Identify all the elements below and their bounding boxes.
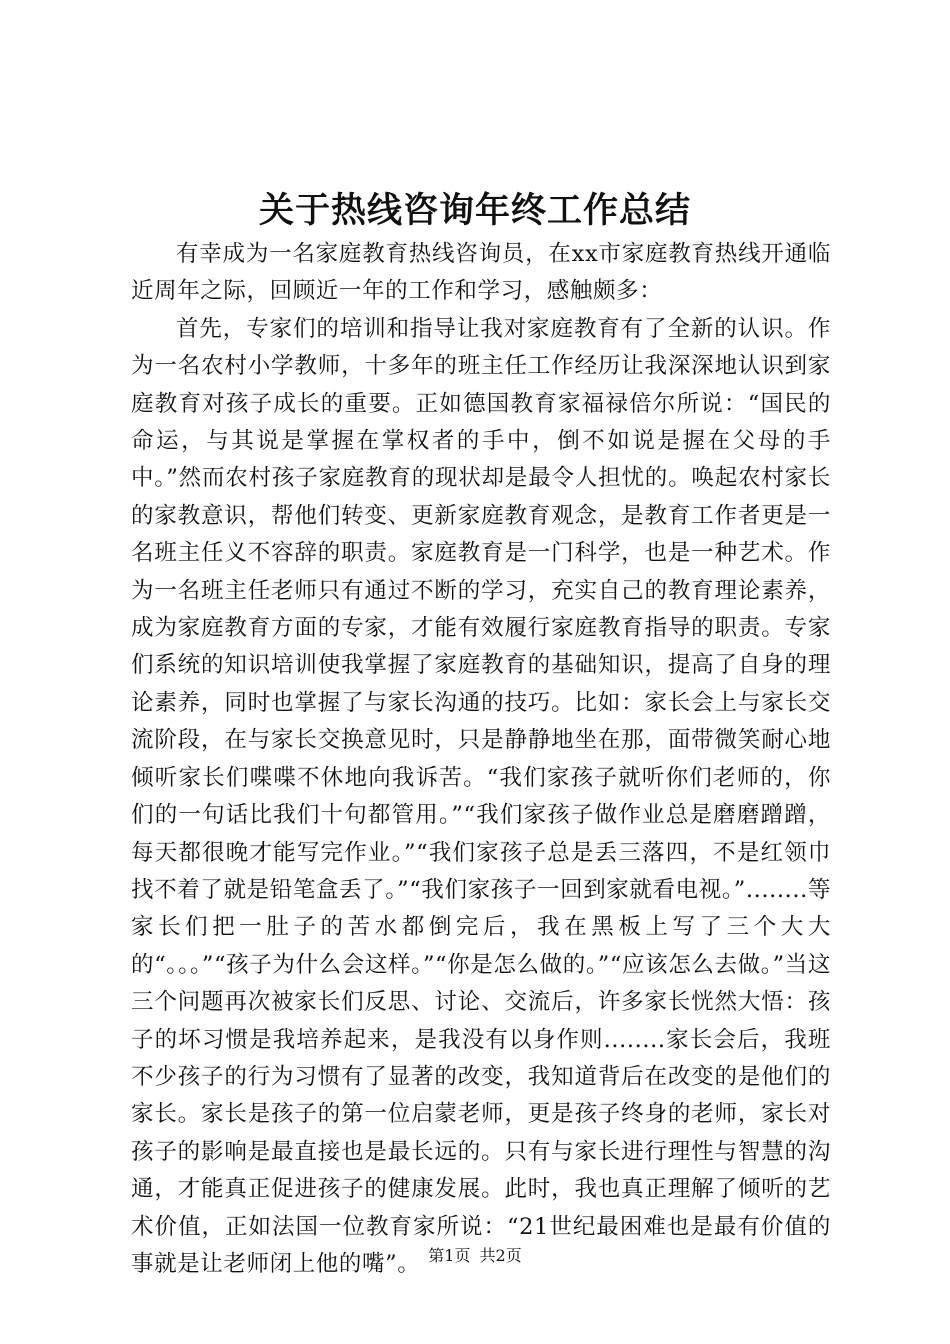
page-footer [0, 1244, 950, 1268]
page-number: 第1页 [428, 1246, 471, 1265]
page-total: 共2页 [479, 1246, 522, 1265]
paragraph-main: 首先，专家们的培训和指导让我对家庭教育有了全新的认识。作为一名农村小学教师，十多年的班主任工作经历让我深深地认识到家庭教育对孩子成长的重要。正如德国教育家福禄倍尔所说：“国民的命运，与其说是掌握在掌权者的手中，倒不如说是握在父母的手中。”然而农村孩子家庭教育的现状却是最令人担忧的。唤起农村家长的家教意识，帮他们转变、更新家庭教育观念，是教育工作者更是一名班主任义不容辞的职责。家庭教育是一门科学，也是一种艺术。作为一名班主任老师只有通过不断的学习，充实自己的教育理论素养，成为家庭教育方面的专家，才能有效履行家庭教育指导的职责。专家们系统的知识培训使我掌握了家庭教育的基础知识，提高了自身的理论素养，同时也掌握了与家长沟通的技巧。比如：家长会上与家长交流阶段，在与家长交换意见时，只是静静地坐在那，面带微笑耐心地倾听家长们喋喋不休地向我诉苦。“我们家孩子就听你们老师的，你们的一句话比我们十句都管用。”“我们家孩子做作业总是磨磨蹭蹭，每天都很晚才能写完作业。”“我们家孩子总是丢三落四，不是红领巾找不着了就是铅笔盒丢了。”“我们家孩子一回到家就看电视。”........等家长们把一肚子的苦水都倒完后，我在黑板上写了三个大大的“。。。”“孩子为什么会这样。”“你是怎么做的。”“应该怎么去做。”当这三个问题再次被家长们反思、讨论、交流后，许多家长恍然大悟：孩子的坏习惯是我培养起来，是我没有以身作则........家长会后，我班不少孩子的行为习惯有了显著的改变，我知道背后在改变的是他们的家长。家长是孩子的第一位启蒙老师，更是孩子终身的老师，家长对孩子的影响是最直接也是最长远的。只有与家长进行理性与智慧的沟通，才能真正促进孩子的健康发展。此时，我也真正理解了倾听的艺术价值，正如法国一位教育家所说：“21世纪最困难也是最有价值的事就是让老师闭上他的嘴”。 [131, 315, 831, 1277]
paragraph-intro: 有幸成为一名家庭教育热线咨询员，在xx市家庭教育热线开通临近周年之际，回顾近一年的工作和学习，感触颇多： [131, 241, 831, 305]
article-body [131, 236, 831, 1283]
page-title: 关于热线咨询年终工作总结 [258, 190, 691, 231]
